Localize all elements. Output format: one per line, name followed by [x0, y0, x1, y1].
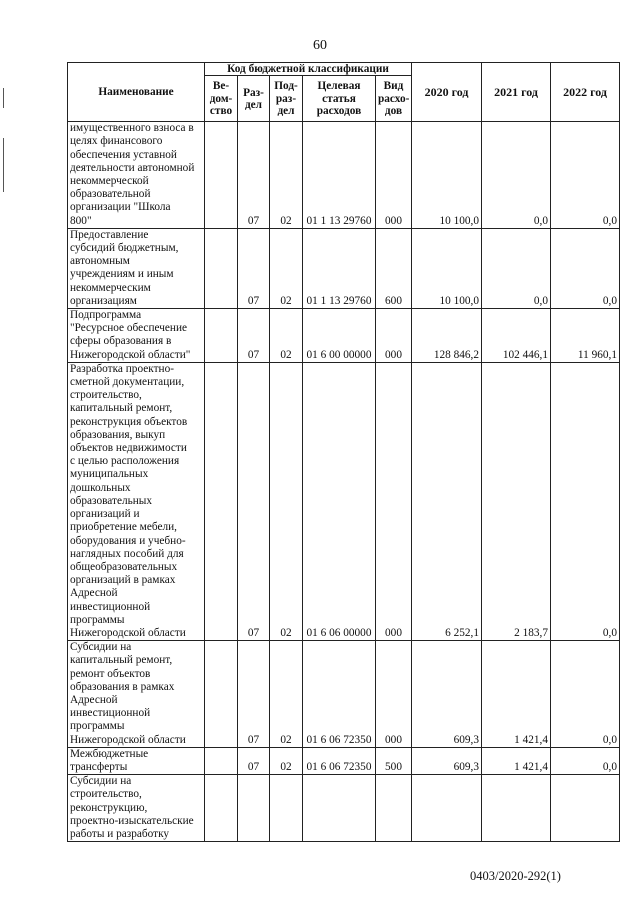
- cell-2020: 10 100,0: [412, 122, 482, 229]
- table-row: [68, 122, 620, 229]
- cell-tselevaya: 01 6 06 00000: [303, 362, 376, 640]
- cell-vid: 500: [376, 747, 412, 774]
- header-podrazdel: [270, 76, 303, 122]
- text-line: ство: [209, 104, 233, 117]
- text-line: организациям: [70, 294, 137, 307]
- text-line: раз-: [275, 92, 297, 105]
- cell-podrazdel: 02: [270, 122, 303, 229]
- header-vid: [376, 76, 412, 122]
- text-line: реконструкцию,: [70, 801, 148, 814]
- margin-mark-upper: [3, 88, 4, 108]
- cell-vid: [376, 775, 412, 842]
- cell-2020: 6 252,1: [412, 362, 482, 640]
- text-line: Нижегородской области: [70, 733, 186, 746]
- text-line: строительство,: [70, 389, 142, 402]
- text-line: образования, выкуп: [70, 428, 166, 441]
- text-line: объектов недвижимости: [70, 442, 187, 455]
- cell-tselevaya: [303, 775, 376, 842]
- cell-2022: 0,0: [551, 641, 620, 748]
- text-line: учреждениям и иным: [70, 268, 174, 281]
- text-line: программы: [70, 613, 125, 626]
- text-line: Нижегородской области: [70, 626, 186, 639]
- text-line: статья: [322, 92, 356, 105]
- cell-podrazdel: 02: [270, 747, 303, 774]
- text-line: сметной документации,: [70, 376, 185, 389]
- row-name: [68, 775, 205, 842]
- cell-vedomstvo: [205, 641, 238, 748]
- text-line: Субсидии на: [70, 641, 132, 654]
- row-name: [68, 309, 205, 363]
- text-line: Межбюджетные: [70, 747, 149, 760]
- budget-table: [67, 62, 620, 842]
- row-name: [68, 641, 205, 748]
- text-line: инвестиционной: [70, 600, 151, 613]
- cell-vedomstvo: [205, 122, 238, 229]
- cell-tselevaya: 01 6 00 00000: [303, 309, 376, 363]
- text-line: Под-: [274, 80, 298, 93]
- text-line: организаций в рамках: [70, 574, 176, 587]
- text-line: сферы образования в: [70, 335, 172, 348]
- document-code: 0403/2020-292(1): [470, 869, 561, 883]
- text-line: дов: [384, 104, 403, 117]
- header-razdel: [238, 76, 270, 122]
- text-line: с целью расположения: [70, 455, 180, 468]
- cell-razdel: 07: [238, 747, 270, 774]
- text-line: автономным: [70, 255, 130, 268]
- table-row: [68, 641, 620, 748]
- text-line: дел: [277, 104, 295, 117]
- text-line: обеспечения уставной: [70, 148, 177, 161]
- text-line: некоммерческой: [70, 175, 149, 188]
- cell-tselevaya: 01 1 13 29760: [303, 122, 376, 229]
- cell-2022: [551, 775, 620, 842]
- cell-2022: 11 960,1: [551, 309, 620, 363]
- text-line: капитальный ремонт,: [70, 402, 173, 415]
- text-line: 800": [70, 214, 92, 227]
- cell-tselevaya: 01 6 06 72350: [303, 641, 376, 748]
- cell-vedomstvo: [205, 309, 238, 363]
- cell-vid: 000: [376, 641, 412, 748]
- table-row: [68, 775, 620, 842]
- row-name: [68, 362, 205, 640]
- text-line: инвестиционной: [70, 707, 151, 720]
- text-line: Вид: [383, 80, 404, 93]
- table-row: [68, 228, 620, 308]
- text-line: Ве-: [212, 80, 230, 93]
- row-name: [68, 747, 205, 774]
- header-year-2022: 2022 год: [551, 63, 620, 122]
- text-line: наглядных пособий для: [70, 547, 184, 560]
- cell-2022: 0,0: [551, 747, 620, 774]
- margin-mark-lower: [3, 138, 4, 192]
- cell-2021: [482, 775, 551, 842]
- text-line: организаций и: [70, 508, 140, 521]
- text-line: капитальный ремонт,: [70, 654, 173, 667]
- text-line: дел: [244, 98, 263, 111]
- cell-razdel: 07: [238, 228, 270, 308]
- cell-2020: 609,3: [412, 747, 482, 774]
- text-line: общеобразовательных: [70, 560, 178, 573]
- text-line: деятельности автономной: [70, 161, 195, 174]
- text-line: программы: [70, 720, 125, 733]
- text-line: реконструкция объектов: [70, 415, 188, 428]
- cell-2021: 1 421,4: [482, 641, 551, 748]
- text-line: Адресной: [70, 587, 118, 600]
- cell-vid: 600: [376, 228, 412, 308]
- table-row: [68, 309, 620, 363]
- text-line: образовательных: [70, 494, 153, 507]
- cell-2021: 0,0: [482, 122, 551, 229]
- header-vedomstvo: [205, 76, 238, 122]
- cell-2020: 609,3: [412, 641, 482, 748]
- text-line: Разработка проектно-: [70, 362, 174, 375]
- text-line: муниципальных: [70, 468, 149, 481]
- cell-vedomstvo: [205, 362, 238, 640]
- cell-vedomstvo: [205, 228, 238, 308]
- cell-podrazdel: 02: [270, 309, 303, 363]
- page-number: 60: [313, 38, 327, 53]
- text-line: работы и разработку: [70, 827, 170, 840]
- text-line: оборудования и учебно-: [70, 534, 186, 547]
- cell-podrazdel: 02: [270, 362, 303, 640]
- text-line: Подпрограмма: [70, 309, 142, 322]
- table-row: [68, 747, 620, 774]
- text-line: Адресной: [70, 693, 118, 706]
- cell-podrazdel: 02: [270, 641, 303, 748]
- text-line: дошкольных: [70, 481, 131, 494]
- text-line: дом-: [209, 92, 233, 105]
- text-line: Нижегородской области": [70, 348, 191, 361]
- text-line: "Ресурсное обеспечение: [70, 322, 188, 335]
- cell-tselevaya: 01 1 13 29760: [303, 228, 376, 308]
- text-line: Субсидии на: [70, 775, 132, 788]
- row-name: [68, 228, 205, 308]
- text-line: организации "Школа: [70, 201, 171, 214]
- cell-vid: 000: [376, 309, 412, 363]
- cell-podrazdel: 02: [270, 228, 303, 308]
- text-line: расходов: [316, 104, 362, 117]
- text-line: некоммерческим: [70, 281, 151, 294]
- header-code-group: Код бюджетной классификации: [205, 63, 412, 76]
- text-line: проектно-изыскательские: [70, 814, 194, 827]
- header-year-2020: 2020 год: [412, 63, 482, 122]
- header-name: Наименование: [68, 63, 205, 122]
- text-line: расхо-: [378, 92, 410, 105]
- cell-podrazdel: [270, 775, 303, 842]
- text-line: приобретение мебели,: [70, 521, 177, 534]
- text-line: Целевая: [317, 80, 361, 93]
- cell-razdel: [238, 775, 270, 842]
- text-line: образовательной: [70, 188, 151, 201]
- cell-2021: 0,0: [482, 228, 551, 308]
- text-line: Предоставление: [70, 228, 149, 241]
- cell-razdel: 07: [238, 362, 270, 640]
- text-line: субсидий бюджетным,: [70, 242, 179, 255]
- cell-2020: [412, 775, 482, 842]
- table-row: [68, 362, 620, 640]
- cell-2022: 0,0: [551, 122, 620, 229]
- text-line: образования в рамках: [70, 680, 175, 693]
- cell-razdel: 07: [238, 122, 270, 229]
- text-line: целях финансового: [70, 135, 163, 148]
- cell-2020: 10 100,0: [412, 228, 482, 308]
- cell-2020: 128 846,2: [412, 309, 482, 363]
- text-line: имущественного взноса в: [70, 122, 194, 135]
- cell-2021: 102 446,1: [482, 309, 551, 363]
- cell-razdel: 07: [238, 641, 270, 748]
- cell-razdel: 07: [238, 309, 270, 363]
- header-tselevaya: [303, 76, 376, 122]
- cell-vedomstvo: [205, 747, 238, 774]
- cell-2021: 2 183,7: [482, 362, 551, 640]
- cell-vedomstvo: [205, 775, 238, 842]
- cell-2021: 1 421,4: [482, 747, 551, 774]
- text-line: строительство,: [70, 788, 142, 801]
- header-year-2021: 2021 год: [482, 63, 551, 122]
- cell-vid: 000: [376, 122, 412, 229]
- cell-2022: 0,0: [551, 362, 620, 640]
- text-line: трансферты: [70, 760, 128, 773]
- cell-vid: 000: [376, 362, 412, 640]
- cell-tselevaya: 01 6 06 72350: [303, 747, 376, 774]
- text-line: Раз-: [243, 86, 264, 99]
- cell-2022: 0,0: [551, 228, 620, 308]
- text-line: ремонт объектов: [70, 667, 151, 680]
- row-name: [68, 122, 205, 229]
